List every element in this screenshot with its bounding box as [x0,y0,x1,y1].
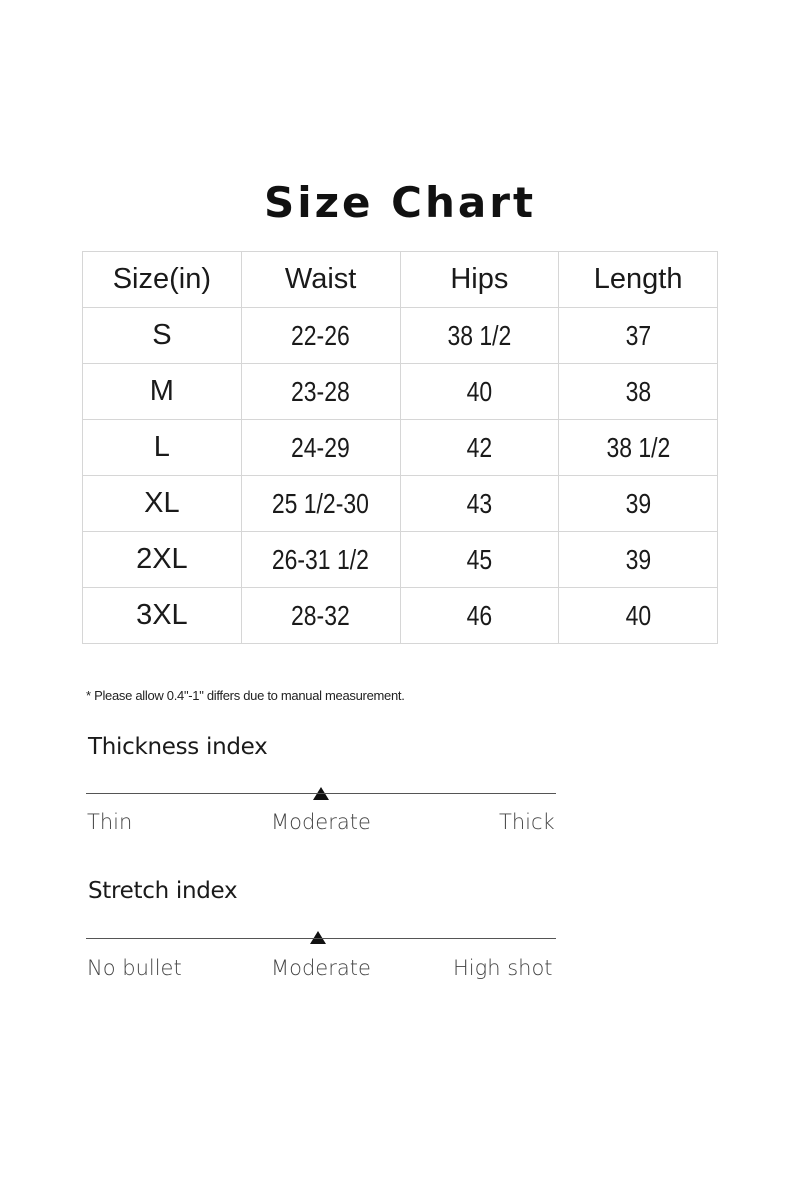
waist-cell: 24-29 [256,420,386,476]
table-row [83,588,718,644]
hips-cell: 38 1/2 [414,308,544,364]
size-table [82,251,718,644]
table-row [83,420,718,476]
waist-cell: 25 1/2-30 [256,476,386,532]
page-title: Size Chart [263,178,537,227]
hips-cell: 46 [414,588,544,644]
hips-cell: 40 [414,364,544,420]
table-header-row [83,252,718,308]
thickness-label-moderate: Moderate [271,810,371,834]
length-cell: 39 [573,476,703,532]
waist-cell: 26-31 1/2 [256,532,386,588]
measurement-note: * Please allow 0.4"-1" differs due to manual measurement. [86,688,405,703]
stretch-label-moderate: Moderate [271,956,371,980]
stretch-scale-line [86,938,556,939]
hips-cell: 42 [414,420,544,476]
header-length: Length [559,252,718,308]
thickness-scale-line [86,793,556,794]
size-cell: 2XL [83,532,242,588]
length-cell: 39 [573,532,703,588]
header-size: Size(in) [83,252,242,308]
table-row [83,364,718,420]
table-row [83,532,718,588]
waist-cell: 28-32 [256,588,386,644]
header-waist: Waist [241,252,400,308]
hips-cell: 45 [414,532,544,588]
thickness-label-thin: Thin [87,810,133,834]
waist-cell: 23-28 [256,364,386,420]
stretch-label-high: High shot [453,956,553,980]
thickness-label-thick: Thick [499,810,555,834]
length-cell: 38 1/2 [573,420,703,476]
table-row [83,308,718,364]
table-row [83,476,718,532]
size-cell: M [83,364,242,420]
stretch-label-low: No bullet [87,956,182,980]
size-cell: 3XL [83,588,242,644]
thickness-index-title: Thickness index [88,734,268,760]
waist-cell: 22-26 [256,308,386,364]
length-cell: 38 [573,364,703,420]
stretch-index-title: Stretch index [88,878,238,904]
size-cell: XL [83,476,242,532]
length-cell: 40 [573,588,703,644]
size-cell: L [83,420,242,476]
hips-cell: 43 [414,476,544,532]
size-cell: S [83,308,242,364]
header-hips: Hips [400,252,559,308]
length-cell: 37 [573,308,703,364]
